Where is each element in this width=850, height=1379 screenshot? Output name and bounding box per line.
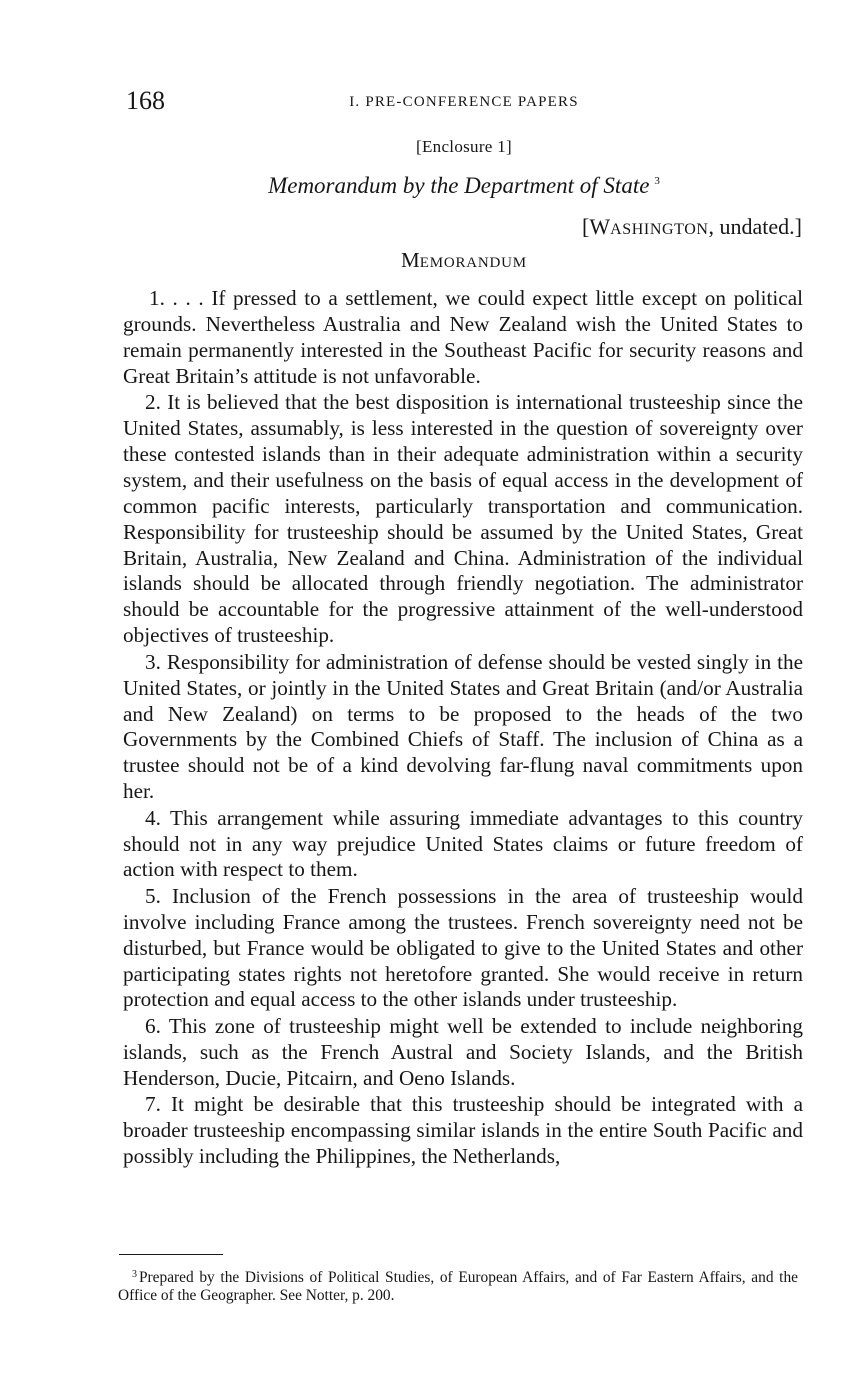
footnote-divider [119, 1254, 223, 1255]
paragraph-2: 2. It is believed that the best disposition is international trusteeship since the United States, assumably, is less interested in the question of sovereignty over these contested islands than in their adequate administration within a security system, and their usefulness on the basis of equal access in the development of common pacific interests, particularly transportation and communication. Responsibility for trusteeship should be assumed by the United States, Great Britain, Australia, New Zealand and China. Administration of the individual islands should be allocated through friendly negotiation. The administrator should be accountable for the progressive attainment of the well-understood objectives of trusteeship. [123, 390, 803, 648]
footnote-marker: 3 [132, 1269, 137, 1280]
place-date-open-bracket: [ [581, 214, 590, 239]
footnote-reference: 3 [654, 175, 660, 187]
paragraph-5: 5. Inclusion of the French possessions in the area of trusteeship would involve including France among the trustees. French sovereignty need not be disturbed, but France would be obligated to give to the United States and other participating states rights not heretofore granted. She would receive in return protection and equal access to the other islands under trusteeship. [123, 883, 803, 1012]
place-date-line [582, 213, 802, 244]
paragraph-6: 6. This zone of trusteeship might well be extended to include neighboring islands, such as the French Austral and Society Islands, and the British Henderson, Ducie, Pitcairn, and Oeno Islands. [123, 1013, 803, 1090]
place-rest: ASHINGTON [610, 221, 709, 238]
place-initial: W [589, 214, 611, 239]
enclosure-label: [Enclosure 1] [416, 137, 512, 156]
memorandum-body [123, 286, 803, 1170]
document-title [126, 166, 802, 201]
document-title-text: Memorandum by the Department of State [268, 173, 650, 198]
paragraph-3: 3. Responsibility for administration of defense should be vested singly in the United States, or jointly in the United States and Great Britain (and/or Australia and New Zealand) on terms to be proposed to the heads of the two Governments by the Combined Chiefs of Staff. The inclusion of China as a trustee should not be of a kind devolving far-flung naval commitments upon her. [123, 649, 803, 804]
footnote [118, 1266, 798, 1305]
running-head: I. PRE-CONFERENCE PAPERS [349, 94, 579, 110]
page-header [126, 86, 802, 116]
paragraph-1: 1. . . . If pressed to a settlement, we could expect little except on political grounds. Nevertheless Australia and New Zealand wish the United States to remain permanently interested in the Southeast Pacific for security reasons and Great Britain’s attitude is not unfavorable. [123, 286, 803, 388]
date-text: , undated.] [708, 214, 802, 239]
page-number: 168 [126, 86, 165, 115]
footnote-text: Prepared by the Divisions of Political Studies, of European Affairs, and of Far Eastern Affairs, and the Office of the Geographer. See Notter, p. 200. [118, 1269, 798, 1304]
paragraph-4: 4. This arrangement while assuring immediate advantages to this country should not in any way prejudice United States claims or future freedom of action with respect to them. [123, 805, 803, 882]
memorandum-heading [126, 246, 802, 277]
memorandum-heading-rest: EMORANDUM [419, 255, 527, 271]
memorandum-heading-initial: M [401, 248, 420, 272]
paragraph-7: 7. It might be desirable that this trusteeship should be integrated with a broader trusteeship encompassing similar islands in the entire South Pacific and possibly including the Philippines, the Netherlands, [123, 1092, 803, 1168]
